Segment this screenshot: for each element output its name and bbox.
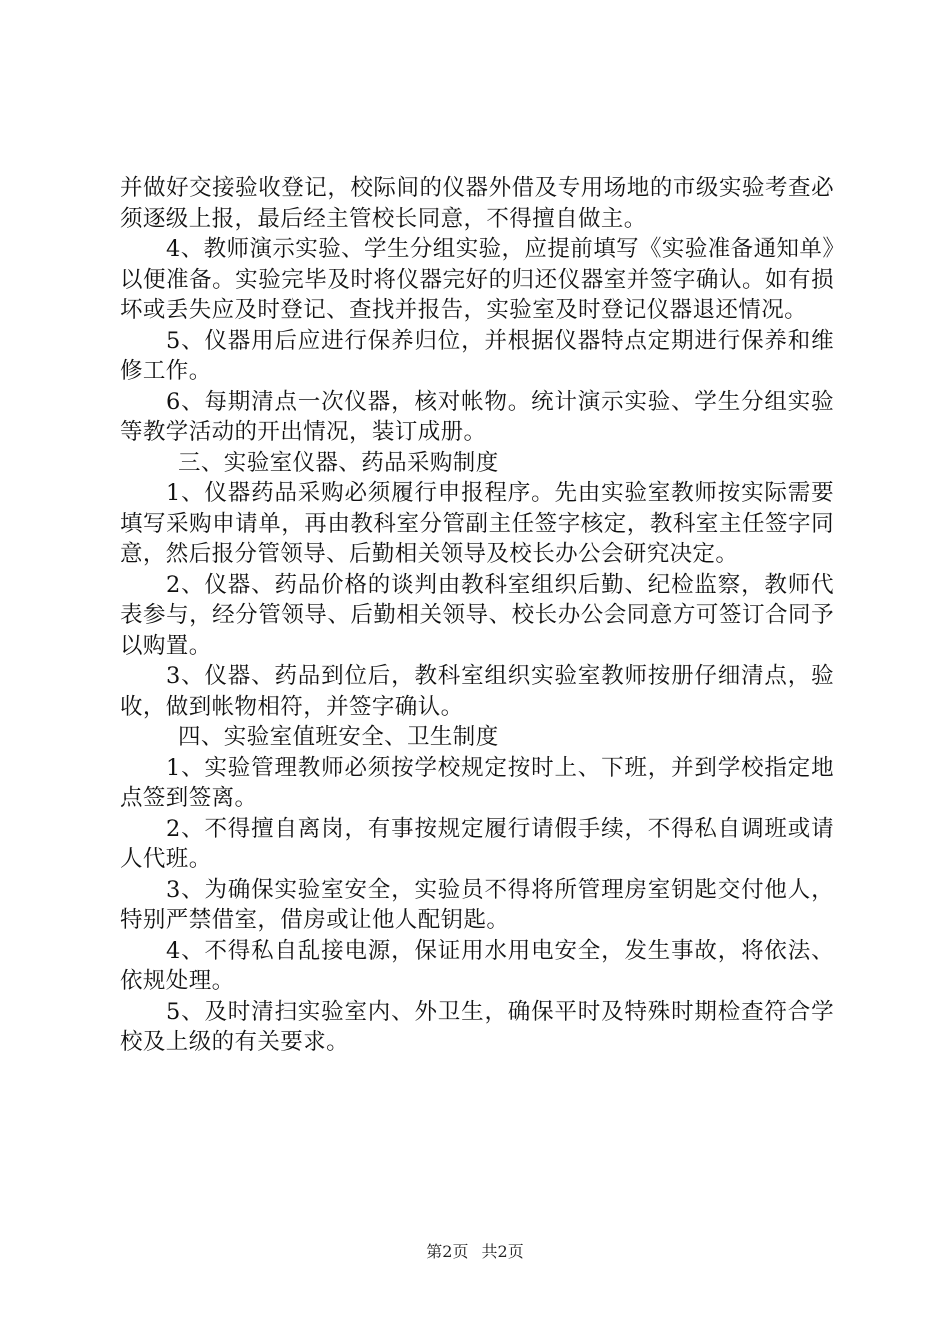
paragraph: 4、教师演示实验、学生分组实验，应提前填写《实验准备通知单》以便准备。实验完毕及时将仪器完好的归还仪器室并签字确认。如有损坏或丢失应及时登记、查找并报告，实验室及时登记仪器退还情况。 bbox=[120, 236, 834, 323]
paragraph: 1、实验管理教师必须按学校规定按时上、下班，并到学校指定地点签到签离。 bbox=[120, 754, 834, 811]
paragraph: 2、仪器、药品价格的谈判由教科室组织后勤、纪检监察，教师代表参与，经分管领导、后勤相关领导、校长办公会同意方可签订合同予以购置。 bbox=[120, 571, 834, 659]
page-number: 第2页 bbox=[426, 1242, 469, 1261]
paragraph: 3、为确保实验室安全，实验员不得将所管理房室钥匙交付他人，特别严禁借室，借房或让他人配钥匙。 bbox=[120, 876, 834, 933]
paragraph: 6、每期清点一次仪器，核对帐物。统计演示实验、学生分组实验等教学活动的开出情况，装订成册。 bbox=[120, 388, 834, 445]
section-heading: 四、实验室值班安全、卫生制度 bbox=[178, 724, 499, 750]
page-total: 共2页 bbox=[481, 1242, 524, 1261]
paragraph: 5、仪器用后应进行保养归位，并根据仪器特点定期进行保养和维修工作。 bbox=[120, 327, 834, 384]
document-body bbox=[120, 173, 834, 1058]
paragraph: 1、仪器药品采购必须履行申报程序。先由实验室教师按实际需要填写采购申请单，再由教科室分管副主任签字核定，教科室主任签字同意，然后报分管领导、后勤相关领导及校长办公会研究决定。 bbox=[120, 480, 834, 567]
paragraph: 2、不得擅自离岗，有事按规定履行请假手续，不得私自调班或请人代班。 bbox=[120, 815, 834, 872]
paragraph: 5、及时清扫实验室内、外卫生，确保平时及特殊时期检查符合学校及上级的有关要求。 bbox=[120, 998, 834, 1055]
section-heading: 三、实验室仪器、药品采购制度 bbox=[178, 449, 499, 476]
paragraph: 4、不得私自乱接电源，保证用水用电安全，发生事故，将依法、依规处理。 bbox=[120, 937, 834, 994]
page-footer bbox=[0, 1242, 950, 1262]
paragraph: 3、仪器、药品到位后，教科室组织实验室教师按册仔细清点，验收，做到帐物相符，并签字确认。 bbox=[120, 663, 834, 720]
paragraph: 并做好交接验收登记，校际间的仪器外借及专用场地的市级实验考查必须逐级上报，最后经主管校长同意，不得擅自做主。 bbox=[120, 175, 834, 232]
